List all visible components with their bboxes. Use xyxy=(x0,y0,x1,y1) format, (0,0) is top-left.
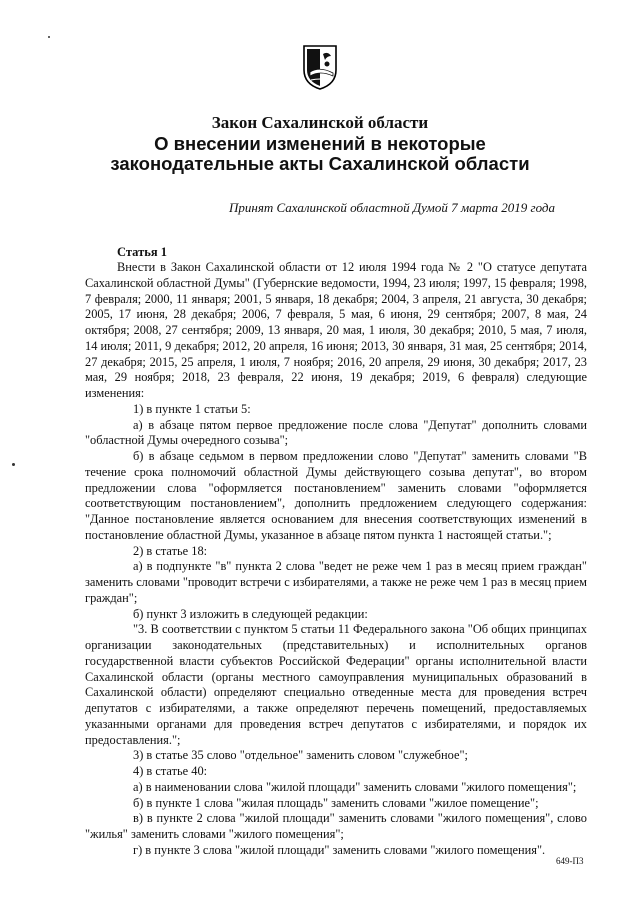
law-subtitle-line2: законодательные акты Сахалинской области xyxy=(110,153,530,174)
paragraph: б) в абзаце седьмом в первом предложении слово "Депутат" заменить словами "В течение срока полномочий областной Думы действующего созыва депутат", во втором предложении слова "оформляется постановлением" заменить словами "оформляется соответствующим постановлением", дополнить предложением следующего содержания: "Данное постановление является основанием для внесения соответствующих изменений в постановление областной Думы, указанное в абзаце пятом пункта 1 настоящей статьи."; xyxy=(85,449,587,542)
paragraph: 1) в пункте 1 статьи 5: xyxy=(133,401,251,416)
scan-speck xyxy=(48,36,50,38)
law-subtitle-line1: О внесении изменений в некоторые xyxy=(154,133,486,154)
paragraph: Внести в Закон Сахалинской области от 12 июля 1994 года № 2 "О статусе депутата Сахалинской областной Думы" (Губернские ведомости, 1994, 23 июля; 1997, 15 февраля; 1998, 7 февраля; 2000, 11 января; 2001, 5 января, 18 декабря; 2004, 3 апреля, 21 августа, 30 декабря; 2005, 17 июня, 28 декабря; 2006, 7 февраля, 5 мая, 6 июня, 29 сентября; 2007, 8 мая, 24 октября; 2008, 27 сентября; 2009, 13 января, 20 мая, 1 июля, 30 декабря; 2010, 5 мая, 7 июля, 14 июля; 2011, 9 декабря; 2012, 20 апреля, 16 июня; 2013, 30 января, 31 мая, 25 сентября; 2014, 27 декабря; 2015, 25 апреля, 1 июля, 7 ноября; 2016, 20 апреля, 29 июня, 30 декабря; 2017, 23 мая, 29 ноября; 2018, 23 февраля, 22 июня, 19 декабря; 2019, 6 февраля) следующие изменения: xyxy=(85,260,587,400)
scan-speck xyxy=(12,463,15,466)
article-heading: Статья 1 xyxy=(117,245,167,259)
law-title: Закон Сахалинской области xyxy=(211,113,429,132)
paragraph: г) в пункте 3 слова "жилой площади" заменить словами "жилого помещения". xyxy=(133,842,546,857)
paragraph: а) в абзаце пятом первое предложение после слова "Депутат" дополнить словами "областной Думы очередного созыва"; xyxy=(85,417,587,448)
paragraph: а) в подпункте "в" пункта 2 слова "ведет не реже чем 1 раз в месяц прием граждан" заменить словами "проводит встречи с избирателями, а также не реже чем 1 раз в месяц прием граждан"; xyxy=(85,559,587,605)
paragraph: а) в наименовании слова "жилой площади" заменить словами "жилого помещения"; xyxy=(133,779,577,794)
paragraph: 4) в статье 40: xyxy=(133,764,208,778)
paragraph: 3) в статье 35 слово "отдельное" заменить словом "служебное"; xyxy=(133,748,468,763)
paragraph: б) пункт 3 изложить в следующей редакции: xyxy=(133,606,368,621)
paragraph: б) в пункте 1 слова "жилая площадь" заменить словами "жилое помещение"; xyxy=(133,795,539,810)
paragraph: в) в пункте 2 слова "жилой площади" заменить словами "жилого помещения", слово "жилья" заменить словами "жилого помещения"; xyxy=(85,811,587,841)
paragraph: 2) в статье 18: xyxy=(133,543,208,558)
adoption-note: Принят Сахалинской областной Думой 7 марта 2019 года xyxy=(229,200,555,215)
article-body xyxy=(85,260,587,859)
document-code: 649-П3 xyxy=(556,856,584,866)
coat-of-arms-emblem xyxy=(301,42,339,90)
paragraph: "3. В соответствии с пунктом 5 статьи 11 Федерального закона "Об общих принципах организации законодательных (представительных) и исполнительных органов государственной власти субъектов Российской Федерации" органы исполнительной власти Сахалинской области (органы местного самоуправления муниципальных образований в Сахалинской области) определяют специально отведенные места для проведения встреч депутатов с избирателями, а также определяют перечень помещений, предоставляемых указанными органами для проведения встреч депутатов с избирателями, и порядок их предоставления."; xyxy=(85,622,587,747)
